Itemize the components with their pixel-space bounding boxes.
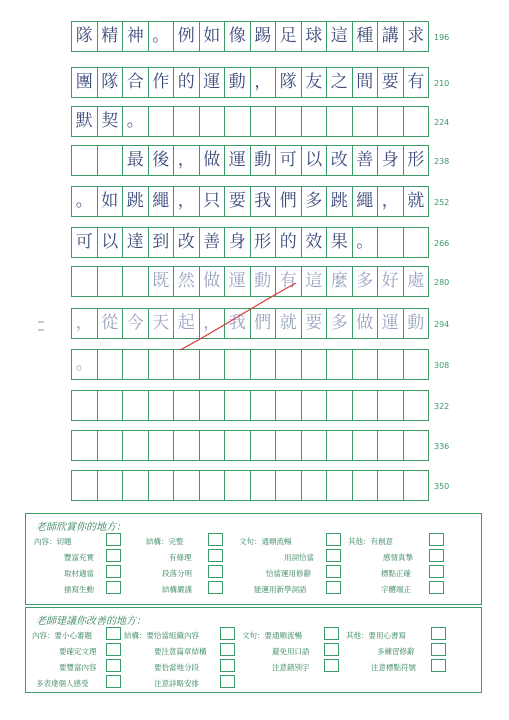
grid-cell: 動 (407, 313, 425, 333)
grid-cell: 隊 (276, 68, 302, 97)
grid-cell (72, 391, 98, 420)
grid-cell: 多 (353, 267, 379, 296)
row-number: 210 (434, 79, 450, 88)
grid-cell: 就 (407, 191, 425, 211)
grid-cell: 動 (251, 146, 277, 175)
grid-cell (378, 471, 404, 500)
grid-cell: 達 (123, 228, 149, 257)
grid-cell (404, 107, 429, 136)
grid-cell (200, 431, 226, 460)
grid-cell (98, 350, 124, 379)
suggestion-criterion: 要豐富內容 (59, 663, 97, 672)
grid-cell: 果 (327, 228, 353, 257)
praise-criterion: 有條理 (169, 553, 192, 562)
grid-cell (174, 471, 200, 500)
grid-cell: 有 (276, 267, 302, 296)
grid-cell (251, 107, 277, 136)
row-number: 266 (434, 239, 450, 248)
grid-cell (378, 431, 404, 460)
grid-cell (276, 391, 302, 420)
suggestion-criterion: 要恰當地分段 (154, 663, 199, 672)
grid-cell: 身 (378, 146, 404, 175)
suggestion-criterion: 多表達個人感受 (36, 679, 89, 688)
praise-section (25, 513, 482, 605)
praise-checkbox[interactable] (326, 533, 341, 546)
grid-row (71, 266, 429, 297)
grid-cell (123, 267, 149, 296)
suggestion-checkbox[interactable] (220, 627, 235, 640)
grid-row (71, 430, 429, 461)
grid-cell: 就 (276, 309, 302, 338)
grid-cell (404, 350, 429, 379)
grid-cell: 像 (225, 22, 251, 51)
grid-cell (72, 471, 98, 500)
grid-cell (302, 431, 328, 460)
grid-cell: 繩 (353, 187, 379, 216)
row-number: 322 (434, 402, 450, 411)
praise-checkbox[interactable] (208, 533, 223, 546)
grid-cell: 求 (407, 26, 425, 46)
grid-cell: 效 (302, 228, 328, 257)
grid-row (71, 308, 429, 339)
praise-checkbox[interactable] (429, 533, 444, 546)
grid-cell: 今 (123, 309, 149, 338)
grid-cell: 運 (378, 309, 404, 338)
suggestion-checkbox[interactable] (431, 659, 446, 672)
grid-cell (149, 107, 175, 136)
grid-cell (251, 391, 277, 420)
row-number: 280 (434, 278, 450, 287)
grid-cell: 繩 (149, 187, 175, 216)
grid-cell: 足 (276, 22, 302, 51)
grid-cell (404, 228, 429, 257)
grid-row (71, 349, 429, 380)
grid-cell: 起 (174, 309, 200, 338)
praise-checkbox[interactable] (326, 549, 341, 562)
grid-cell (302, 107, 328, 136)
grid-cell (174, 350, 200, 379)
suggestion-checkbox[interactable] (324, 659, 339, 672)
grid-cell (327, 107, 353, 136)
suggestion-criterion: 注意錯別字 (272, 663, 310, 672)
grid-cell: 我 (251, 187, 277, 216)
grid-cell: 種 (353, 22, 379, 51)
grid-cell: 神 (123, 22, 149, 51)
grid-cell (174, 431, 200, 460)
grid-cell (327, 350, 353, 379)
grid-cell: 以 (98, 228, 124, 257)
praise-checkbox[interactable] (106, 533, 121, 546)
praise-checkbox[interactable] (208, 549, 223, 562)
suggestion-checkbox[interactable] (106, 627, 121, 640)
grid-cell (72, 267, 98, 296)
grid-cell: 的 (174, 68, 200, 97)
grid-cell (200, 350, 226, 379)
grid-cell: 跳 (327, 187, 353, 216)
grid-cell (276, 431, 302, 460)
praise-criterion: 標點正確 (381, 569, 411, 578)
praise-criterion: 文句：通順流暢 (239, 537, 292, 546)
grid-cell: 我 (225, 309, 251, 338)
grid-cell: 可 (72, 228, 98, 257)
grid-cell (98, 431, 124, 460)
suggestion-criterion: 文句：要通順流暢 (242, 631, 302, 640)
grid-row (71, 106, 429, 137)
row-number: 294 (434, 320, 450, 329)
grid-cell (123, 471, 149, 500)
grid-cell (276, 350, 302, 379)
praise-criterion: 能運用新學詞語 (254, 585, 307, 594)
praise-criterion: 描寫生動 (64, 585, 94, 594)
grid-cell (98, 391, 124, 420)
grid-cell (378, 228, 404, 257)
grid-cell: 們 (276, 187, 302, 216)
grid-cell: 動 (225, 68, 251, 97)
grid-cell (404, 431, 429, 460)
grid-cell (200, 471, 226, 500)
grid-row (71, 67, 429, 98)
grid-cell (225, 431, 251, 460)
grid-cell (174, 107, 200, 136)
grid-cell: 只 (200, 187, 226, 216)
grid-cell: 例 (174, 22, 200, 51)
grid-cell: 球 (302, 22, 328, 51)
grid-cell: 然 (174, 267, 200, 296)
grid-cell: 天 (149, 309, 175, 338)
suggestion-criterion: 要確定文理 (59, 647, 97, 656)
grid-cell (251, 350, 277, 379)
grid-cell: 。 (72, 187, 98, 216)
grid-cell: 善 (200, 228, 226, 257)
grid-cell: 多 (302, 187, 328, 216)
praise-criterion: 用詞恰當 (284, 553, 314, 562)
grid-cell: 要 (225, 187, 251, 216)
grid-cell: ， (200, 309, 226, 338)
grid-cell (276, 107, 302, 136)
grid-cell: 動 (251, 267, 277, 296)
grid-cell (327, 431, 353, 460)
grid-cell: 善 (353, 146, 379, 175)
grid-cell: 踢 (251, 22, 277, 51)
grid-cell: 默 (72, 107, 98, 136)
grid-cell: 最 (123, 146, 149, 175)
suggestion-criterion: 內容：要小心審題 (32, 631, 92, 640)
grid-cell (251, 471, 277, 500)
grid-cell: 形 (251, 228, 277, 257)
grid-cell: 運 (225, 267, 251, 296)
praise-criterion: 結構嚴謹 (162, 585, 192, 594)
suggestion-checkbox[interactable] (106, 659, 121, 672)
praise-criterion: 感情真摯 (383, 553, 413, 562)
grid-cell: 可 (276, 146, 302, 175)
grid-cell: 合 (123, 68, 149, 97)
grid-cell (302, 350, 328, 379)
grid-cell (123, 350, 149, 379)
grid-row (71, 145, 429, 176)
grid-cell: 要 (378, 68, 404, 97)
row-number: 350 (434, 482, 450, 491)
grid-cell (98, 146, 124, 175)
grid-cell: 的 (276, 228, 302, 257)
grid-cell (174, 391, 200, 420)
grid-cell: 麼 (327, 267, 353, 296)
grid-cell: 以 (302, 146, 328, 175)
grid-cell (302, 391, 328, 420)
grid-cell (149, 350, 175, 379)
grid-cell (123, 431, 149, 460)
suggestion-checkbox[interactable] (324, 643, 339, 656)
grid-cell (225, 391, 251, 420)
grid-cell: 跳 (123, 187, 149, 216)
grid-row (71, 186, 429, 217)
praise-checkbox[interactable] (429, 581, 444, 594)
row-number: 308 (434, 361, 450, 370)
grid-cell (353, 391, 379, 420)
grid-cell: 做 (353, 309, 379, 338)
grid-cell (353, 107, 379, 136)
grid-cell: ， (378, 187, 404, 216)
grid-cell: 改 (174, 228, 200, 257)
grid-cell (225, 471, 251, 500)
praise-checkbox[interactable] (208, 565, 223, 578)
grid-cell (327, 391, 353, 420)
grid-cell: ， (174, 187, 200, 216)
grid-cell: ， (174, 146, 200, 175)
grid-cell: 好 (378, 267, 404, 296)
grid-cell: 契 (98, 107, 124, 136)
grid-cell: 如 (200, 22, 226, 51)
grid-cell: 到 (149, 228, 175, 257)
grid-cell (98, 267, 124, 296)
grid-cell: 。 (123, 107, 149, 136)
praise-criterion: 取材適當 (64, 569, 94, 578)
grid-cell (98, 471, 124, 500)
grid-cell: 有 (407, 72, 425, 92)
grid-cell: 友 (302, 68, 328, 97)
grid-cell (225, 107, 251, 136)
grid-cell: 做 (200, 146, 226, 175)
grid-cell (276, 471, 302, 500)
grid-cell: 隊 (98, 68, 124, 97)
grid-cell (404, 471, 429, 500)
praise-checkbox[interactable] (326, 581, 341, 594)
grid-cell: ， (72, 309, 98, 338)
praise-criterion: 豐富充實 (64, 553, 94, 562)
grid-cell: 講 (378, 22, 404, 51)
grid-cell (225, 350, 251, 379)
grid-cell: 之 (327, 68, 353, 97)
grid-cell: 作 (149, 68, 175, 97)
grid-cell (149, 431, 175, 460)
grid-cell (302, 471, 328, 500)
grid-cell: 如 (98, 187, 124, 216)
grid-cell: 從 (98, 309, 124, 338)
praise-criterion: 結構：完整 (146, 537, 184, 546)
grid-cell: 後 (149, 146, 175, 175)
grid-row (71, 227, 429, 258)
praise-criterion: 內容：切題 (34, 537, 72, 546)
suggestion-checkbox[interactable] (220, 659, 235, 672)
grid-cell: 多 (327, 309, 353, 338)
suggestion-criterion: 結構：要恰當組織內容 (124, 631, 199, 640)
grid-cell: 精 (98, 22, 124, 51)
praise-checkbox[interactable] (429, 565, 444, 578)
row-number: 224 (434, 118, 450, 127)
grid-cell (72, 431, 98, 460)
grid-cell: 這 (302, 267, 328, 296)
grid-cell (149, 391, 175, 420)
grid-cell: 們 (251, 309, 277, 338)
row-number: 238 (434, 157, 450, 166)
grid-cell: 要 (302, 309, 328, 338)
suggestion-criterion: 注意標點符號 (371, 663, 416, 672)
grid-cell (149, 471, 175, 500)
suggestion-criterion: 其他：要用心書寫 (346, 631, 406, 640)
suggestion-title: 老師建議你改善的地方： (36, 616, 146, 627)
grid-cell: 運 (225, 146, 251, 175)
grid-row (71, 390, 429, 421)
grid-cell: 。 (72, 350, 98, 379)
grid-row (71, 470, 429, 501)
row-number: 252 (434, 198, 450, 207)
grid-cell: 做 (200, 267, 226, 296)
praise-criterion: 段落分明 (162, 569, 192, 578)
grid-cell (378, 350, 404, 379)
praise-title: 老師欣賞你的地方： (36, 522, 126, 533)
grid-cell (353, 350, 379, 379)
suggestion-criterion: 避免用口語 (272, 647, 310, 656)
praise-criterion: 恰當運用修辭 (266, 569, 311, 578)
grid-cell (200, 391, 226, 420)
grid-cell (72, 146, 98, 175)
praise-criterion: 字體端正 (381, 585, 411, 594)
grid-cell (123, 391, 149, 420)
row-number: 336 (434, 442, 450, 451)
praise-checkbox[interactable] (106, 565, 121, 578)
praise-criterion: 其他：有創意 (348, 537, 393, 546)
grid-cell: 形 (407, 150, 425, 170)
grid-cell: 運 (200, 68, 226, 97)
grid-cell (200, 107, 226, 136)
grid-cell (378, 391, 404, 420)
grid-cell (251, 431, 277, 460)
grid-cell: 。 (149, 22, 175, 51)
suggestion-checkbox[interactable] (106, 675, 121, 688)
suggestion-checkbox[interactable] (324, 627, 339, 640)
grid-cell (378, 107, 404, 136)
grid-cell (353, 471, 379, 500)
suggestion-checkbox[interactable] (431, 627, 446, 640)
grid-cell: 處 (407, 271, 425, 291)
grid-cell: 。 (353, 228, 379, 257)
grid-cell (327, 471, 353, 500)
praise-checkbox[interactable] (326, 565, 341, 578)
praise-checkbox[interactable] (208, 581, 223, 594)
suggestion-checkbox[interactable] (220, 643, 235, 656)
praise-checkbox[interactable] (106, 549, 121, 562)
suggestion-criterion: 多練習修辭 (377, 647, 415, 656)
grid-cell: ， (251, 68, 277, 97)
grid-row (71, 21, 429, 52)
grid-cell: 改 (327, 146, 353, 175)
suggestion-section (25, 607, 482, 693)
grid-cell (353, 431, 379, 460)
praise-checkbox[interactable] (106, 581, 121, 594)
grid-cell: 這 (327, 22, 353, 51)
grid-cell (404, 391, 429, 420)
grid-cell: 隊 (72, 22, 98, 51)
suggestion-criterion: 要注意篇章結構 (154, 647, 207, 656)
praise-checkbox[interactable] (429, 549, 444, 562)
suggestion-criterion: 注意詳略安排 (154, 679, 199, 688)
grid-cell: 既 (149, 267, 175, 296)
grid-cell: 身 (225, 228, 251, 257)
suggestion-checkbox[interactable] (220, 675, 235, 688)
suggestion-checkbox[interactable] (106, 643, 121, 656)
grid-cell: 團 (72, 68, 98, 97)
suggestion-checkbox[interactable] (431, 643, 446, 656)
grid-cell: 間 (353, 68, 379, 97)
row-number: 196 (434, 33, 450, 42)
